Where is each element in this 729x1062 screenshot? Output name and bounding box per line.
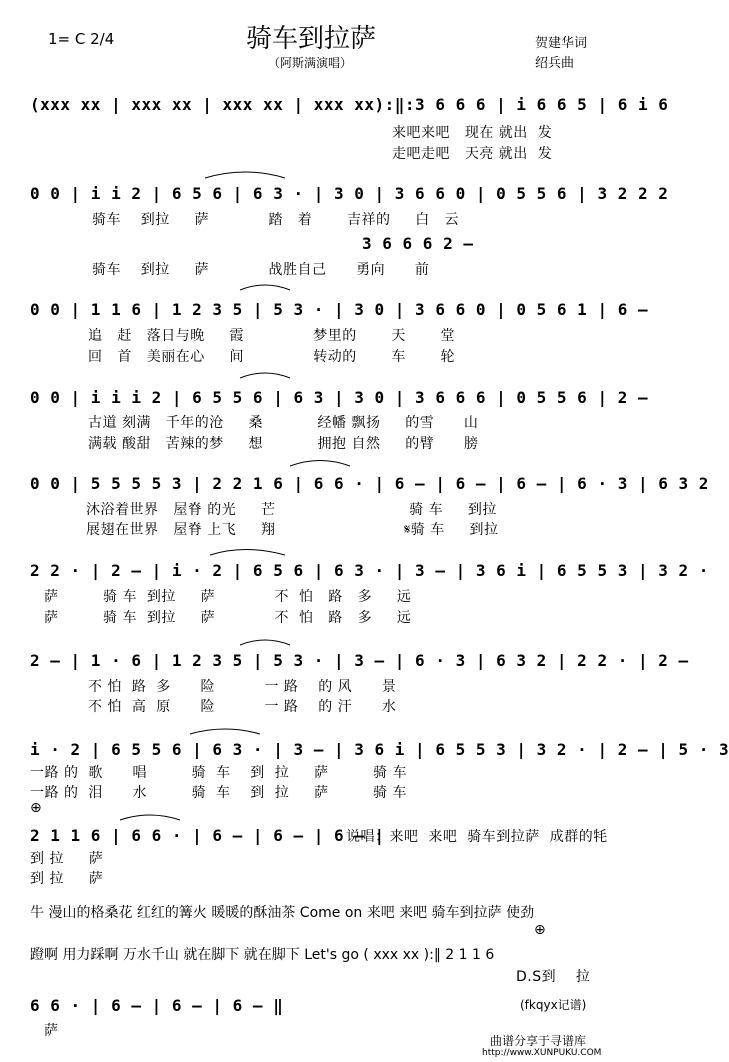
- score-line-7: 2 – | 1 · 6 | 1 2 3 5 | 5 3 · | 3 – | 6 · 3 | 6 3 2 | 2 2 · | 2 –: [30, 651, 689, 670]
- lyrics-line-2b: 骑车 到拉 萨 战胜自己 勇向 前: [92, 262, 430, 278]
- lyrics-line-5b: 展翅在世界 屋脊 上飞 翔 𝄋骑 车 到拉: [86, 522, 499, 538]
- lyrics-line-6b: 萨 骑 车 到拉 萨 不 怕 路 多 远: [44, 610, 412, 626]
- lyrics-line-8a: 一路 的 歌 唱 骑 车 到 拉 萨 骑 车: [30, 765, 407, 781]
- key-signature: 1= C 2/4: [48, 30, 115, 48]
- lyrics-line-5a: 沐浴着世界 屋脊 的光 芒 骑 车 到拉: [86, 502, 497, 518]
- lyrics-line-6a: 萨 骑 车 到拉 萨 不 怕 路 多 远: [44, 589, 412, 605]
- score-line-8: i · 2 | 6 5 5 6 | 6 3 · | 3 – | 3 6 i | 6 5 5 3 | 3 2 · | 2 – | 5 · 3: [30, 740, 729, 759]
- lyrics-line-9a: 到 拉 萨: [30, 851, 104, 867]
- lyricist-credit: 贺建华词: [535, 36, 588, 51]
- lyrics-line-7a: 不 怕 路 多 险 一 路 的 风 景: [88, 679, 397, 695]
- coda-sign-icon: ⊕: [534, 922, 546, 938]
- lyrics-line-8b: 一路 的 泪 水 骑 车 到 拉 萨 骑 车: [30, 785, 407, 801]
- composer-credit: 绍兵曲: [535, 56, 575, 71]
- site-credit: 曲谱分享于寻谱库: [490, 1034, 587, 1048]
- lyrics-line-7b: 不 怕 高 原 险 一 路 的 汗 水: [88, 699, 397, 715]
- lyrics-line-2a: 骑车 到拉 萨 踏 着 吉祥的 白 云: [92, 212, 460, 228]
- lyrics-line-4a: 古道 刻满 千年的沧 桑 经幡 飘扬 的雪 山: [88, 415, 479, 431]
- lyrics-line-3a: 追 赶 落日与晚 霞 梦里的 天 堂: [88, 328, 456, 344]
- score-line-4: 0 0 | i i i 2 | 6 5 5 6 | 6 3 | 3 0 | 3 6 6 6 | 0 5 5 6 | 2 –: [30, 388, 649, 407]
- score-line-2: 0 0 | i i 2 | 6 5 6 | 6 3 · | 3 0 | 3 6 6 0 | 0 5 5 6 | 3 2 2 2: [30, 184, 669, 203]
- site-url: http://www.XUNPUKU.COM: [482, 1048, 602, 1058]
- lyrics-line-1b: 走吧走吧 天亮 就出 发: [392, 146, 553, 162]
- lyrics-final: 萨: [44, 1023, 59, 1039]
- lyrics-line-9b: 到 拉 萨: [30, 871, 104, 887]
- rap-line-1: 牛 漫山的格桑花 红红的篝火 暖暖的酥油茶 Come on 来吧 来吧 骑车到拉萨 使劲: [30, 905, 535, 921]
- lyrics-line-3b: 回 首 美丽在心 间 转动的 车 轮: [88, 349, 456, 365]
- score-line-5: 0 0 | 5 5 5 5 3 | 2 2 1 6 | 6 6 · | 6 – | 6 – | 6 – | 6 · 3 | 6 3 2: [30, 474, 709, 493]
- transcriber-credit: (fkqyx记谱): [520, 998, 587, 1012]
- score-line-3: 0 0 | 1 1 6 | 1 2 3 5 | 5 3 · | 3 0 | 3 6 6 0 | 0 5 6 1 | 6 –: [30, 300, 649, 319]
- coda-sign-icon: ⊕: [30, 800, 42, 816]
- score-line-2-alt: 3 6 6 6 2 –: [362, 234, 474, 253]
- lyrics-line-4b: 满载 酸甜 苦辣的梦 想 拥抱 自然 的臂 膀: [88, 436, 479, 452]
- score-line-9: 2 1 1 6 | 6 6 · | 6 – | 6 – | 6 – |: [30, 826, 385, 845]
- ds-instruction: D.S到 拉: [516, 969, 591, 985]
- score-line-final: 6 6 · | 6 – | 6 – | 6 – ‖: [30, 996, 284, 1015]
- score-line-1: (xxx xx | xxx xx | xxx xx | xxx xx):‖:3 6 6 6 | i 6 6 5 | 6 i 6: [30, 95, 669, 114]
- lyrics-line-1a: 来吧来吧 现在 就出 发: [392, 125, 553, 141]
- rap-line-2: 蹬啊 用力踩啊 万水千山 就在脚下 就在脚下 Let's go ( xxx xx ):‖ 2 1 1 6: [30, 947, 495, 963]
- singer-credit: （阿斯满演唱）: [268, 56, 353, 70]
- score-line-6: 2 2 · | 2 – | i · 2 | 6 5 6 | 6 3 · | 3 – | 3 6 i | 6 5 5 3 | 3 2 ·: [30, 561, 709, 580]
- spoken-intro: 说唱：来吧 来吧 骑车到拉萨 成群的牦: [346, 829, 608, 845]
- song-title: 骑车到拉萨: [246, 24, 377, 54]
